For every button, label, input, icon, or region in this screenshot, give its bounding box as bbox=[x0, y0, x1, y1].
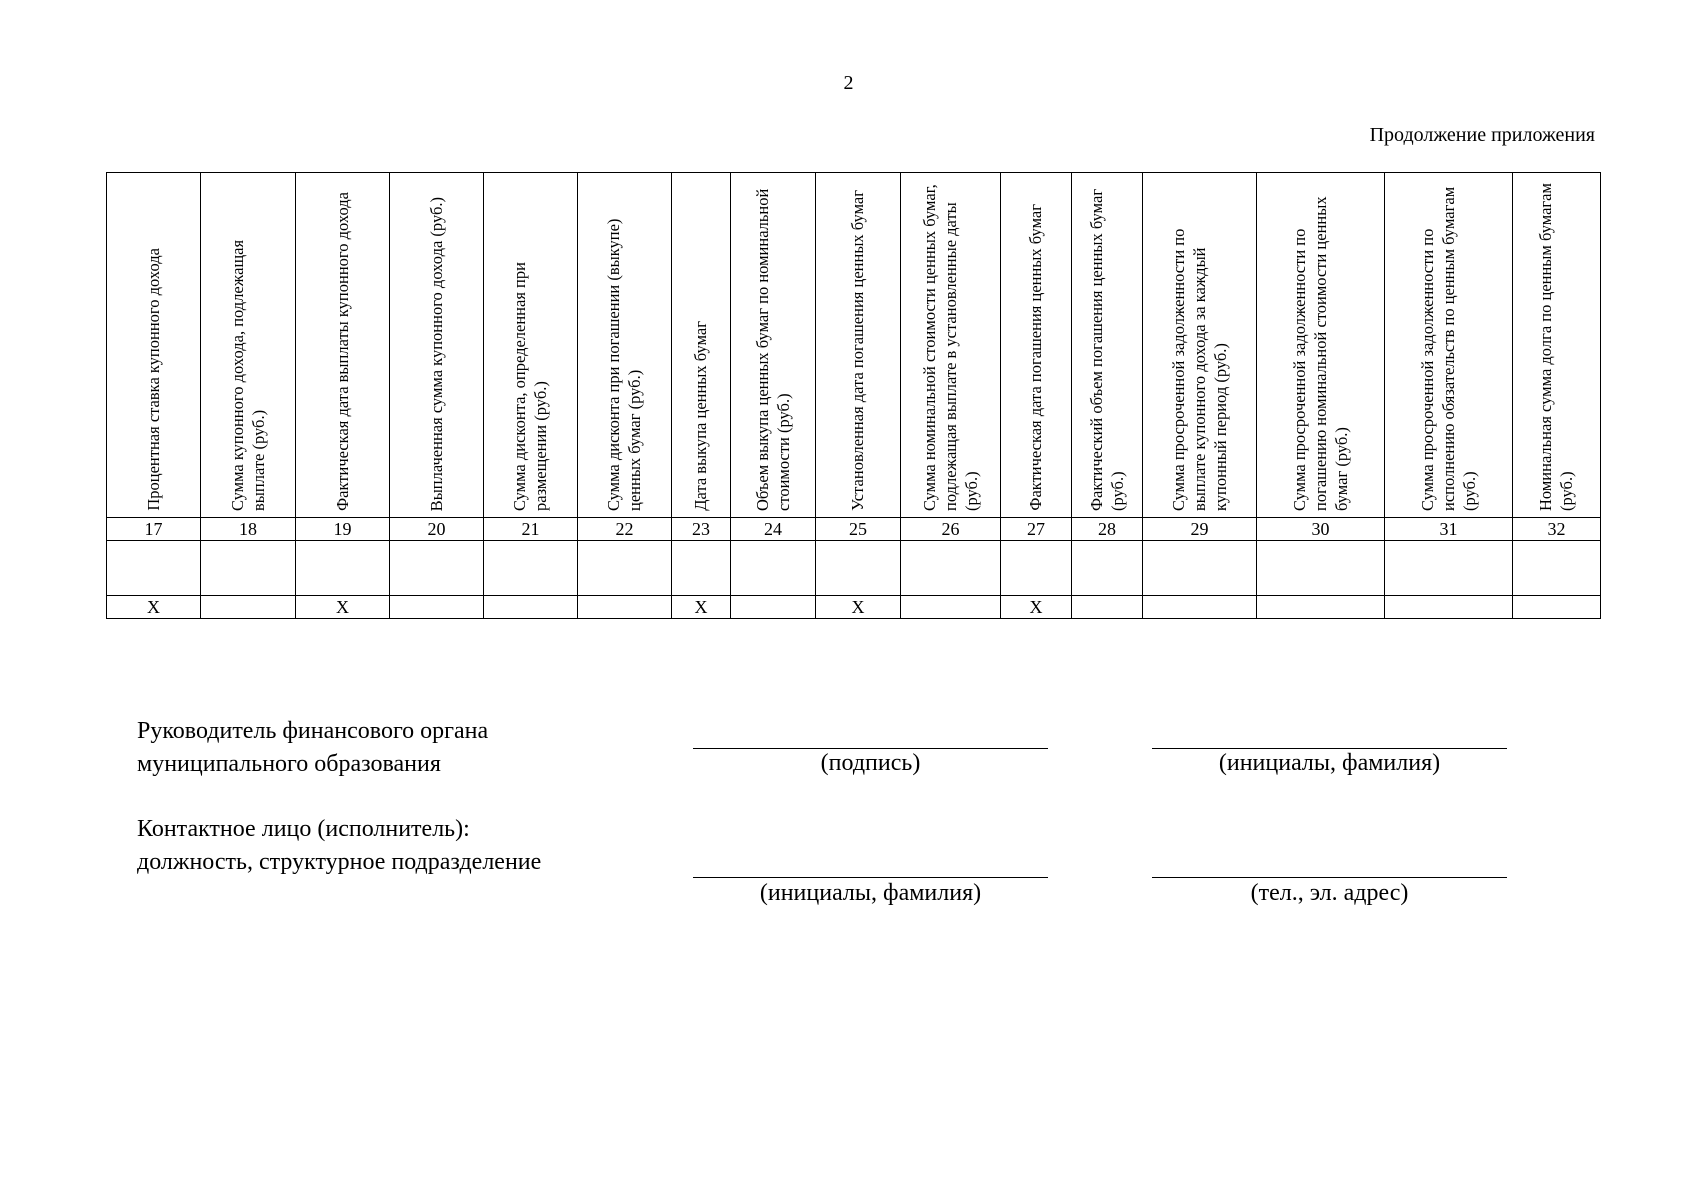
head-label bbox=[137, 715, 488, 781]
column-number-26: 26 bbox=[901, 518, 1001, 541]
column-number-29: 29 bbox=[1143, 518, 1257, 541]
column-header-18 bbox=[201, 173, 296, 518]
data-cell-20[interactable] bbox=[390, 541, 484, 596]
column-header-text: Дата выкупа ценных бумаг bbox=[691, 321, 711, 511]
column-header-text: Установленная дата погашения ценных бумаг bbox=[848, 190, 868, 511]
mark-cell-25: Х bbox=[816, 596, 901, 619]
column-number-31: 31 bbox=[1385, 518, 1513, 541]
table-mark-row bbox=[107, 596, 1601, 619]
mark-cell-29 bbox=[1143, 596, 1257, 619]
mark-cell-32 bbox=[1513, 596, 1601, 619]
column-number-32: 32 bbox=[1513, 518, 1601, 541]
column-number-21: 21 bbox=[484, 518, 578, 541]
mark-cell-27: Х bbox=[1001, 596, 1072, 619]
column-number-24: 24 bbox=[731, 518, 816, 541]
table-data-row bbox=[107, 541, 1601, 596]
column-header-24 bbox=[731, 173, 816, 518]
data-cell-19[interactable] bbox=[296, 541, 390, 596]
data-cell-17[interactable] bbox=[107, 541, 201, 596]
column-number-18: 18 bbox=[201, 518, 296, 541]
column-header-text: Сумма просроченной задолженности по выплате купонного дохода за каждый купонный период (руб.) bbox=[1168, 228, 1231, 511]
column-header-text: Сумма купонного дохода, подлежащая выплате (руб.) bbox=[227, 239, 268, 511]
data-cell-18[interactable] bbox=[201, 541, 296, 596]
column-number-17: 17 bbox=[107, 518, 201, 541]
data-cell-30[interactable] bbox=[1257, 541, 1385, 596]
data-cell-23[interactable] bbox=[672, 541, 731, 596]
mark-cell-28 bbox=[1072, 596, 1143, 619]
column-header-text: Сумма дисконта, определенная при размещении (руб.) bbox=[510, 262, 551, 511]
contact-name-line[interactable] bbox=[693, 877, 1048, 878]
column-header-text: Выплаченная сумма купонного дохода (руб.) bbox=[426, 196, 446, 511]
column-header-28 bbox=[1072, 173, 1143, 518]
column-header-22 bbox=[578, 173, 672, 518]
column-header-27 bbox=[1001, 173, 1072, 518]
column-header-23 bbox=[672, 173, 731, 518]
head-name-caption: (инициалы, фамилия) bbox=[1218, 750, 1441, 776]
column-number-23: 23 bbox=[672, 518, 731, 541]
column-header-21 bbox=[484, 173, 578, 518]
mark-cell-20 bbox=[390, 596, 484, 619]
contact-label-line-1: Контактное лицо (исполнитель): bbox=[137, 816, 470, 842]
column-number-25: 25 bbox=[816, 518, 901, 541]
head-signature-caption: (подпись) bbox=[820, 750, 921, 776]
column-header-text: Фактический объем погашения ценных бумаг (руб.) bbox=[1086, 188, 1127, 511]
continuation-label: Продолжение приложения bbox=[1369, 124, 1595, 146]
column-header-text: Сумма номинальной стоимости ценных бумаг, подлежащая выплате в установленные даты (руб.) bbox=[919, 184, 982, 511]
mark-cell-22 bbox=[578, 596, 672, 619]
head-signature-line[interactable] bbox=[693, 748, 1048, 749]
mark-cell-17: Х bbox=[107, 596, 201, 619]
column-header-32 bbox=[1513, 173, 1601, 518]
mark-cell-30 bbox=[1257, 596, 1385, 619]
data-cell-31[interactable] bbox=[1385, 541, 1513, 596]
column-header-text: Объем выкупа ценных бумаг по номинальной стоимости (руб.) bbox=[752, 188, 793, 511]
table-number-row bbox=[107, 518, 1601, 541]
column-header-20 bbox=[390, 173, 484, 518]
data-cell-29[interactable] bbox=[1143, 541, 1257, 596]
mark-cell-26 bbox=[901, 596, 1001, 619]
mark-cell-18 bbox=[201, 596, 296, 619]
mark-cell-23: Х bbox=[672, 596, 731, 619]
column-number-30: 30 bbox=[1257, 518, 1385, 541]
column-number-19: 19 bbox=[296, 518, 390, 541]
column-header-text: Фактическая дата выплаты купонного дохода bbox=[332, 192, 352, 511]
contact-phone-line[interactable] bbox=[1152, 877, 1507, 878]
column-header-25 bbox=[816, 173, 901, 518]
contact-label-line-2: должность, структурное подразделение bbox=[137, 849, 542, 875]
column-header-29 bbox=[1143, 173, 1257, 518]
contact-name-caption: (инициалы, фамилия) bbox=[759, 880, 982, 906]
table-header-row bbox=[107, 173, 1601, 518]
column-header-17 bbox=[107, 173, 201, 518]
mark-cell-24 bbox=[731, 596, 816, 619]
head-label-line-1: Руководитель финансового органа bbox=[137, 718, 489, 744]
data-cell-24[interactable] bbox=[731, 541, 816, 596]
head-name-line[interactable] bbox=[1152, 748, 1507, 749]
data-cell-25[interactable] bbox=[816, 541, 901, 596]
mark-cell-31 bbox=[1385, 596, 1513, 619]
column-header-text: Фактическая дата погашения ценных бумаг bbox=[1026, 204, 1046, 511]
column-header-26 bbox=[901, 173, 1001, 518]
data-cell-32[interactable] bbox=[1513, 541, 1601, 596]
column-header-text: Сумма дисконта при погашении (выкупе) ценных бумаг (руб.) bbox=[604, 218, 645, 511]
column-number-27: 27 bbox=[1001, 518, 1072, 541]
mark-cell-21 bbox=[484, 596, 578, 619]
data-cell-28[interactable] bbox=[1072, 541, 1143, 596]
data-cell-26[interactable] bbox=[901, 541, 1001, 596]
column-header-text: Процентная ставка купонного дохода bbox=[143, 248, 163, 511]
column-header-text: Сумма просроченной задолженности по исполнению обязательств по ценным бумагам (руб.) bbox=[1417, 186, 1480, 511]
contact-label bbox=[137, 813, 541, 879]
column-header-text: Номинальная сумма долга по ценным бумагам (руб.) bbox=[1536, 183, 1577, 511]
data-cell-21[interactable] bbox=[484, 541, 578, 596]
column-number-22: 22 bbox=[578, 518, 672, 541]
column-header-text: Сумма просроченной задолженности по погашению номинальной стоимости ценных бумаг (руб.) bbox=[1289, 196, 1352, 511]
data-cell-27[interactable] bbox=[1001, 541, 1072, 596]
column-header-19 bbox=[296, 173, 390, 518]
column-header-30 bbox=[1257, 173, 1385, 518]
head-label-line-2: муниципального образования bbox=[137, 751, 441, 777]
contact-phone-caption: (тел., эл. адрес) bbox=[1250, 880, 1409, 906]
data-cell-22[interactable] bbox=[578, 541, 672, 596]
page-number: 2 bbox=[843, 72, 854, 94]
report-table bbox=[106, 172, 1601, 619]
column-number-20: 20 bbox=[390, 518, 484, 541]
mark-cell-19: Х bbox=[296, 596, 390, 619]
column-number-28: 28 bbox=[1072, 518, 1143, 541]
column-header-31 bbox=[1385, 173, 1513, 518]
